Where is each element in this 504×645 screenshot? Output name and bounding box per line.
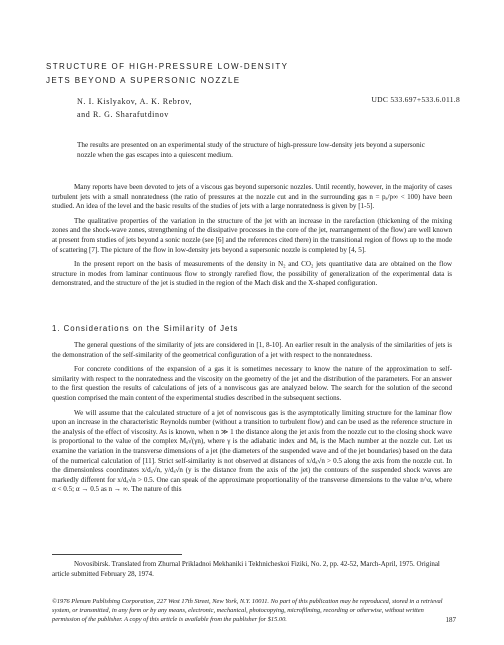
title-line-2: JETS BEYOND A SUPERSONIC NOZZLE — [46, 76, 241, 85]
section-paragraph: We will assume that the calculated structure of a jet of nonviscous gas is the asymptotically limiting structure for the laminar flow upon an increase in the characteristic Reynolds number (without a transition to turbulent flow) and can be used as the reference structure in the analysis of the effect of viscosity. As is known, when n ≫ 1 the distance along the jet axis from the nozzle cut to the closing shock wave is proportional to the value of the complex Mₐ√(γn), where γ is the adiabatic index and Mₐ is the Mach number at the nozzle cut. Let us examine the variation in the transverse dimensions of a jet (the diameters of the suspended wave and of the jet boundaries) based on the data of the numerical calculation of [11]. Strict self-similarity is not observed at distances of x/dₐ√n > 0.5 along the axis from the nozzle cut. In the dimensionless coordinates x/dₐ√n, y/dₐ√n (y is the distance from the axis of the jet) the contours of the suspended shock waves are markedly different for x/dₐ√n > 0.5. One can speak of the approximate proportionality of the transverse dimensions to the value n^α, where α < 0.5; α → 0.5 as n → ∞. The nature of this — [52, 408, 452, 494]
footnote-text: Novosibirsk. Translated from Zhurnal Prikladnoi Mekhaniki i Tekhnicheskoi Fiziki, No. 2, pp. 42-52, March-April, 1975. Original article submitted February 28, 1974. — [52, 560, 440, 578]
section-heading: 1. Considerations on the Similarity of Jets — [52, 324, 239, 333]
section-body — [52, 341, 452, 495]
authors — [77, 95, 192, 121]
footnote — [52, 560, 452, 579]
intro-paragraph: The qualitative properties of the variation in the structure of the jet with an increase in the rarefaction (thickening of the mixing zones and the shock-wave zones, strengthening of the dissipative processes in the core of the jet, rearrangement of the flow) are well known at present from studies of jets beyond a sonic nozzle (see [6] and the references cited there) in the transitional region of flows up to the mode of scattering [7]. The picture of the flow in low-density jets beyond a supersonic nozzle is completed by [4, 5]. — [52, 216, 452, 254]
introduction — [52, 183, 452, 289]
footnote-divider — [52, 554, 182, 555]
udc-code: UDC 533.697+533.6.011.8 — [371, 95, 460, 104]
intro-paragraph: Many reports have been devoted to jets of a viscous gas beyond supersonic nozzles. Until recently, however, in the majority of cases turbulent jets with a small nonratedness (the ratio of pressures at the nozzle cut and in the surrounding gas n = pₐ/p∞ < 100) have been studied. An idea of the level and the basic results of the studies of jets with a large nonratedness is given by [1-5]. — [52, 183, 452, 211]
intro-paragraph: In the present report on the basis of measurements of the density in N₂ and CO₂ jets quantitative data are obtained on the flow structure in modes from laminar continuous flow to strongly rarefied flow, the possibility of generalization of the experimental data is demonstrated, and the structure of the jet is studied in the region of the Mach disk and the X-shaped configuration. — [52, 260, 452, 288]
page-number: 187 — [445, 616, 456, 624]
section-paragraph: The general questions of the similarity of jets are considered in [1, 8-10]. An earlier result in the analysis of the similarities of jets is the demonstration of the self-similarity of the geometrical configuration of a jet with respect to the nonratedness. — [52, 341, 452, 359]
copyright-notice: ©1976 Plenum Publishing Corporation, 227 West 17th Street, New York, N.Y. 10011. No part of this publication may be reproduced, stored in a retrieval system, or transmitted, in any form or by any means, electronic, mechanical, photocopying, microfilming, recording or otherwise, without written permission of the publisher. A copy of this article is available from the publisher for $15.00. — [52, 598, 443, 623]
abstract: The results are presented on an experimental study of the structure of high-pressure low-density jets beyond a supersonic nozzle when the gas escapes into a quiescent medium. — [77, 141, 425, 160]
authors-line-1: N. I. Kislyakov, A. K. Rebrov, — [77, 97, 192, 106]
title-line-1: STRUCTURE OF HIGH-PRESSURE LOW-DENSITY — [46, 62, 289, 71]
article-title — [46, 60, 288, 88]
section-paragraph: For concrete conditions of the expansion of a gas it is sometimes necessary to know the nature of the approximation to self-similarity with respect to the nonratedness and the viscosity on the geometry of the jet and the distribution of the parameters. For an answer to the first question the results of calculations of jets of a nonviscous gas are analyzed below. The search for the solution of the second question comprised the main content of the experimental studies described in the subsequent sections. — [52, 365, 452, 402]
authors-line-2: and R. G. Sharafutdinov — [77, 110, 169, 119]
